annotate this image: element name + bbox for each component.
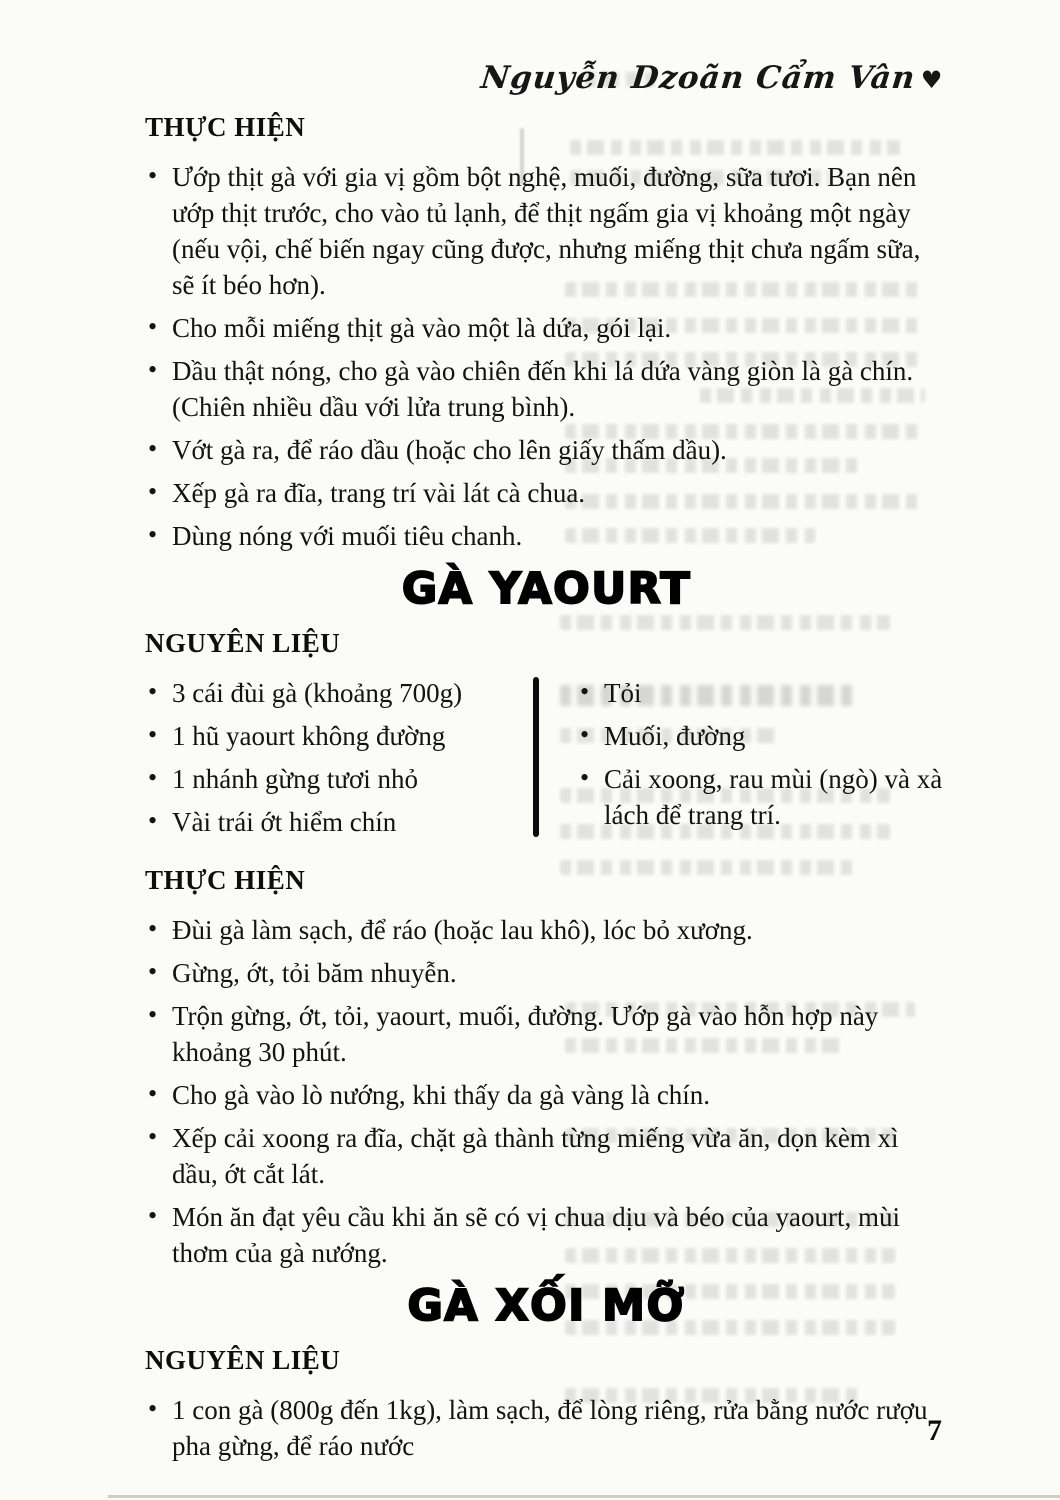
list-item: • Trộn gừng, ớt, tỏi, yaourt, muối, đường. Ướp gà vào hỗn hợp này khoảng 30 phút. [145,998,948,1070]
list-item: • Cho mỗi miếng thịt gà vào một là dứa, gói lại. [145,310,948,346]
list-item: • Vài trái ớt hiểm chín [145,804,533,840]
section-heading-ingredients-yaourt: NGUYÊN LIỆU [145,628,341,658]
list-item: • Cải xoong, rau mùi (ngò) và xà lách để trang trí. [577,761,948,833]
method-list-top [145,159,948,554]
list-item: • Dầu thật nóng, cho gà vào chiên đến khi lá dứa vàng giòn là gà chín. (Chiên nhiều dầu với lửa trung bình). [145,353,948,425]
page-number: 7 [927,1414,942,1447]
list-item: • Muối, đường [577,718,948,754]
recipe-title-ga-yaourt: GÀ YAOURT [401,564,692,614]
ingredient-list-xoi-mo [145,1392,948,1464]
section-heading-ingredients-xoi-mo: NGUYÊN LIỆU [145,1345,341,1375]
author-signature-text: Nguyễn Dzoãn Cẩm Vân [479,60,918,96]
list-item: • Xếp gà ra đĩa, trang trí vài lát cà chua. [145,475,948,511]
section-heading-method-top: THỰC HIỆN [145,112,306,142]
list-item: • Gừng, ớt, tỏi băm nhuyễn. [145,955,948,991]
list-item: • Vớt gà ra, để ráo dầu (hoặc cho lên giấy thấm dầu). [145,432,948,468]
author-signature [479,60,946,96]
ingredient-list-left [145,675,533,847]
list-item: • Xếp cải xoong ra đĩa, chặt gà thành từng miếng vừa ăn, dọn kèm xì dầu, ớt cắt lát. [145,1120,948,1192]
list-item: • Dùng nóng với muối tiêu chanh. [145,518,948,554]
method-list-yaourt [145,912,948,1271]
list-item: • 1 nhánh gừng tươi nhỏ [145,761,533,797]
list-item: • Tỏi [577,675,948,711]
ingredient-list-right [539,675,948,847]
ingredients-columns [145,675,948,847]
list-item: • Ướp thịt gà với gia vị gồm bột nghệ, muối, đường, sữa tươi. Bạn nên ướp thịt trước, cho vào tủ lạnh, để thịt ngấm gia vị khoảng một ngày (nếu vội, chế biến ngay cũng được, nhưng miếng thịt chưa ngấm sữa, sẽ ít béo hơn). [145,159,948,303]
section-heading-method-yaourt: THỰC HIỆN [145,865,306,895]
page-content [145,112,948,1471]
list-item: • Món ăn đạt yêu cầu khi ăn sẽ có vị chua dịu và béo của yaourt, mùi thơm của gà nướng. [145,1199,948,1271]
list-item: • 1 con gà (800g đến 1kg), làm sạch, để lòng riêng, rửa bằng nước rượu pha gừng, để ráo nước [145,1392,948,1464]
list-item: • Đùi gà làm sạch, để ráo (hoặc lau khô), lóc bỏ xương. [145,912,948,948]
list-item: • 1 hũ yaourt không đường [145,718,533,754]
heart-icon: ♥ [921,65,944,94]
list-item: • 3 cái đùi gà (khoảng 700g) [145,675,533,711]
recipe-title-ga-xoi-mo: GÀ XỐI MỠ [407,1281,686,1331]
list-item: • Cho gà vào lò nướng, khi thấy da gà vàng là chín. [145,1077,948,1113]
scan-edge [108,1495,1060,1498]
